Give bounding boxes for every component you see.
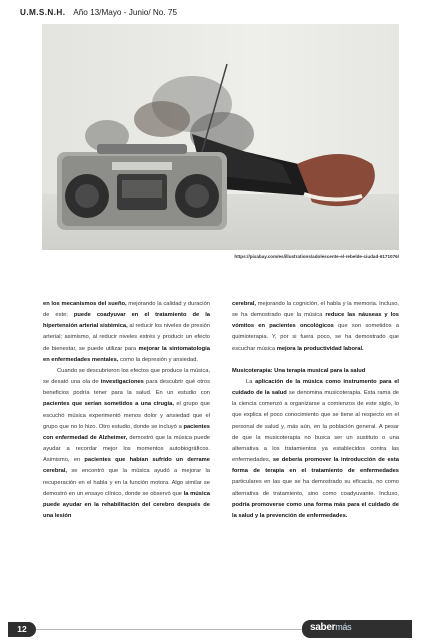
paragraph-sleep-benefits: [43, 299, 210, 366]
running-header: [20, 8, 177, 17]
bold-text-run: puede coadyuvar en el tratamiento de la hipertensión arterial sistémica,: [43, 312, 210, 330]
text-run: demostró que la música puede ayudar a recordar mejor los momentos autobiográficos. Asimismo, en: [43, 434, 210, 464]
photo-girl-with-boombox-icon: [42, 24, 399, 250]
section-subtitle: Musicoterapia: Una terapia musical para la salud: [232, 367, 366, 374]
text-run: al reducir los niveles de presión arterial; asimismo, al reducir niveles estrés y producir un efecto de bienestar, se puede utilizar para: [43, 323, 211, 352]
bold-text-run: se debería promover la introducción de esta forma de terapia en el tratamiento de enfermedades: [232, 457, 399, 475]
bold-text-run: podría promoverse como una forma más para el cuidado de la salud y la prevención de enfermedades.: [232, 501, 399, 519]
text-run: se encontró que la música ayudó a mejorar la recuperación en el habla y en la función motora. Algo similar se demostró en un ensayo clínico, donde se observó que: [43, 468, 210, 497]
text-run: mejorando la calidad y duración de este;: [43, 301, 210, 319]
logo-suffix: más: [335, 622, 352, 632]
text-run: particulares en las que se ha demostrado su eficacia, no como alternativa de tratamiento, sino como coadyuvante. Incluso,: [232, 479, 399, 497]
text-run: La: [246, 378, 256, 385]
text-column-right: [232, 299, 399, 522]
issue-info: Año 13/Mayo - Junio/ No. 75: [73, 8, 178, 17]
page-number: 12: [8, 622, 36, 637]
text-run: que son sometidos a quimioterapia. Y, por si fuera poco, se ha demostrado que escuchar música: [232, 323, 399, 352]
bold-text-run: pacientes que habían sufrido un derrame cerebral,: [43, 457, 210, 475]
bold-text-run: investigaciones: [100, 379, 144, 386]
bold-text-run: cerebral,: [232, 301, 256, 307]
bold-text-run: mejora la productividad laboral.: [276, 345, 364, 352]
bold-text-run: en los mecanismos del sueño,: [43, 301, 127, 307]
bold-text-run: reduce las náuseas y los vómitos en pacientes oncológicos: [232, 312, 399, 330]
sabermas-logo: [302, 620, 412, 638]
photo-credit: https://pixabay.com/es/illustrations/adolescente-el-rebelde-ciudad-6171076/: [234, 254, 399, 259]
bold-text-run: aplicación de la música como instrumento para el cuidado de la salud: [232, 378, 399, 397]
paragraph-research: [43, 366, 210, 522]
text-run: el grupo que escuchó música experimentó menos dolor y ansiedad que el grupo que no lo hizo. Otro estudio, donde se incluyó a: [43, 401, 210, 430]
paragraph-musicotherapy: [232, 377, 399, 522]
page-footer: [0, 618, 436, 640]
text-run: Cuando se descubrieron los efectos que produce la música, se desató una ola de: [43, 367, 210, 386]
bold-text-run: pacientes que serían sometidos a una cirugía,: [43, 401, 174, 408]
text-run: mejorando la cognición, el habla y la memoria. Incluso, se ha demostrado que la música: [232, 301, 399, 319]
bold-text-run: pacientes con enfermedad de Alzheimer,: [43, 423, 210, 441]
journal-name: U.M.S.N.H.: [20, 8, 66, 17]
paragraph-cognition: [232, 299, 399, 355]
bold-text-run: mejorar la sintomatología en enfermedades mentales,: [43, 345, 210, 363]
logo-main: saber: [310, 622, 336, 633]
text-column-left: [43, 299, 210, 522]
bold-text-run: la música puede ayudar en la rehabilitación del cerebro después de una lesión: [43, 490, 210, 519]
text-run: se denomina musicoterapia. Esta rama de la ciencia comenzó a organizarse a comienzos de este siglo, lo que explica el poco conocimiento que se tiene al respecto en el personal de salud y, más aún, en la población general. A pesar de que la musicoterapia no busca ser un sustituto o una alternativa a los tratamientos ya establecidos contra las enfermedades,: [232, 390, 400, 464]
article-photo: [42, 24, 399, 250]
logo-text: [310, 622, 351, 633]
text-run: para descubrir qué otros beneficios podría tener para la salud. En un estudio con: [43, 379, 210, 397]
text-run: como la depresión y ansiedad.: [118, 356, 199, 363]
